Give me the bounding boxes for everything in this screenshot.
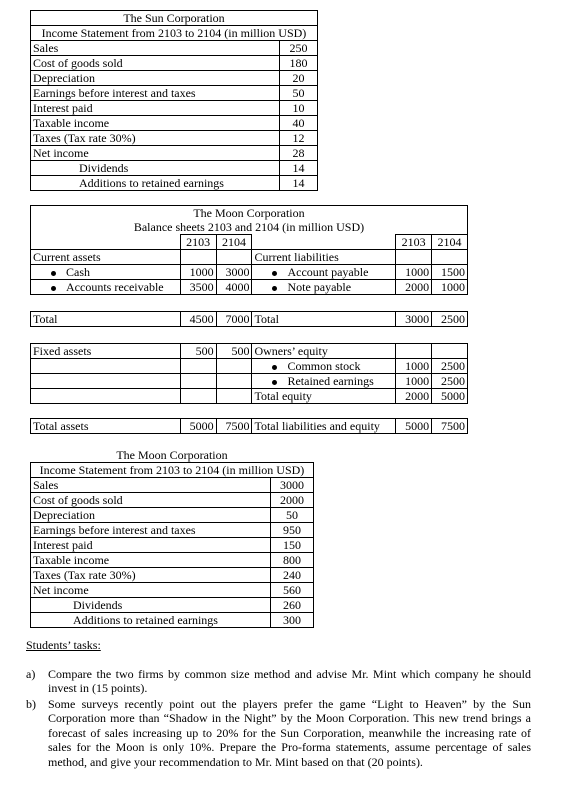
table-row bbox=[31, 176, 318, 191]
table-row bbox=[31, 312, 468, 327]
row-value: 7000 bbox=[216, 312, 252, 327]
table-row bbox=[31, 344, 468, 359]
row-value: 5000 bbox=[432, 389, 468, 404]
row-label: Note payable bbox=[287, 280, 352, 294]
row-value: 4000 bbox=[216, 280, 252, 295]
row-label: Total equity bbox=[252, 389, 396, 404]
row-value: 2500 bbox=[432, 359, 468, 374]
row-label: Cash bbox=[66, 265, 90, 279]
row-value: 150 bbox=[271, 538, 314, 553]
row-label: Additions to retained earnings bbox=[31, 613, 271, 628]
row-label: Accounts receivable bbox=[66, 280, 164, 294]
row-label: Account payable bbox=[287, 265, 369, 279]
row-value: 3500 bbox=[180, 280, 216, 295]
row-label: Sales bbox=[31, 41, 280, 56]
row-value: 12 bbox=[280, 131, 318, 146]
row-value: 3000 bbox=[271, 478, 314, 493]
row-value: 50 bbox=[280, 86, 318, 101]
row-value: 950 bbox=[271, 523, 314, 538]
table-subtitle: Income Statement from 2103 to 2104 (in million USD) bbox=[31, 463, 314, 478]
bullet-icon bbox=[51, 286, 56, 291]
table-row bbox=[31, 389, 468, 404]
row-label: Cost of goods sold bbox=[31, 56, 280, 71]
row-label: Taxable income bbox=[31, 553, 271, 568]
row-value: 250 bbox=[280, 41, 318, 56]
bullet-icon bbox=[272, 286, 277, 291]
table-row bbox=[31, 131, 318, 146]
year-header: 2104 bbox=[432, 235, 468, 250]
row-value: 5000 bbox=[180, 419, 216, 434]
section-label: Current liabilities bbox=[252, 250, 396, 265]
table-row bbox=[31, 56, 318, 71]
table-title: The Moon Corporation bbox=[116, 448, 228, 462]
row-value: 300 bbox=[271, 613, 314, 628]
row-value: 1000 bbox=[396, 265, 432, 280]
bullet-icon bbox=[51, 271, 56, 276]
row-label: Cost of goods sold bbox=[31, 493, 271, 508]
row-value: 5000 bbox=[396, 419, 432, 434]
table-row bbox=[31, 161, 318, 176]
row-label: Total assets bbox=[31, 419, 181, 434]
table-row bbox=[31, 523, 314, 538]
students-tasks bbox=[26, 638, 531, 770]
table-row bbox=[31, 280, 468, 295]
row-value: 40 bbox=[280, 116, 318, 131]
table-row bbox=[31, 553, 314, 568]
year-header: 2103 bbox=[180, 235, 216, 250]
row-label: Total liabilities and equity bbox=[252, 419, 396, 434]
task-text: Some surveys recently point out the players prefer the game “Light to Heaven” by the Sun Corporation more than “Shadow in the Night” by the Moon Corporation. This new trend brings a forecast of sales increasing up to 20% for the Sun Corporation, meanwhile the increasing rate of sales for the Moon is only 10%. Prepare the Pro-forma statements, assume percentage of sales method, and give your recommendation to Mr. Mint based on that (20 points). bbox=[48, 696, 531, 769]
row-value: 4500 bbox=[180, 312, 216, 327]
row-label: Depreciation bbox=[31, 71, 280, 86]
row-label: Interest paid bbox=[31, 101, 280, 116]
row-value: 10 bbox=[280, 101, 318, 116]
table-subtitle: Balance sheets 2103 and 2104 (in million USD) bbox=[31, 220, 468, 235]
table-row bbox=[31, 359, 468, 374]
row-label: Fixed assets bbox=[31, 344, 181, 359]
table-row bbox=[31, 493, 314, 508]
row-label: Net income bbox=[31, 146, 280, 161]
row-label: Interest paid bbox=[31, 538, 271, 553]
table-title: The Sun Corporation bbox=[31, 11, 318, 26]
row-value: 2500 bbox=[432, 312, 468, 327]
row-label: Taxes (Tax rate 30%) bbox=[31, 568, 271, 583]
moon-income-table bbox=[30, 448, 314, 628]
table-row bbox=[31, 478, 314, 493]
table-row bbox=[31, 101, 318, 116]
row-value: 500 bbox=[216, 344, 252, 359]
row-value: 1500 bbox=[432, 265, 468, 280]
bullet-icon bbox=[272, 271, 277, 276]
row-value: 3000 bbox=[396, 312, 432, 327]
bullet-icon bbox=[272, 365, 277, 370]
row-value: 2000 bbox=[396, 389, 432, 404]
task-text: Compare the two firms by common size method and advise Mr. Mint which company he should invest in (15 points). bbox=[48, 666, 531, 695]
table-row bbox=[31, 116, 318, 131]
row-value: 1000 bbox=[180, 265, 216, 280]
row-label: Taxable income bbox=[31, 116, 280, 131]
row-value: 1000 bbox=[396, 359, 432, 374]
row-label: Depreciation bbox=[31, 508, 271, 523]
row-label: Earnings before interest and taxes bbox=[31, 523, 271, 538]
row-value: 1000 bbox=[432, 280, 468, 295]
table-row bbox=[31, 71, 318, 86]
table-row bbox=[31, 265, 468, 280]
table-row bbox=[31, 419, 468, 434]
row-label: Net income bbox=[31, 583, 271, 598]
bullet-icon bbox=[272, 380, 277, 385]
row-value: 14 bbox=[280, 176, 318, 191]
table-title: The Moon Corporation bbox=[31, 206, 468, 221]
moon-balance-table bbox=[30, 205, 468, 434]
task-label: b) bbox=[26, 696, 36, 711]
table-row bbox=[31, 508, 314, 523]
row-value: 3000 bbox=[216, 265, 252, 280]
row-label: Dividends bbox=[31, 598, 271, 613]
task-item bbox=[26, 667, 531, 696]
row-label: Retained earnings bbox=[287, 374, 374, 388]
row-value: 260 bbox=[271, 598, 314, 613]
row-value: 180 bbox=[280, 56, 318, 71]
row-label: Earnings before interest and taxes bbox=[31, 86, 280, 101]
tasks-title: Students’ tasks: bbox=[26, 638, 101, 652]
year-header: 2104 bbox=[216, 235, 252, 250]
row-label: Dividends bbox=[31, 161, 280, 176]
table-row bbox=[31, 146, 318, 161]
row-label: Additions to retained earnings bbox=[31, 176, 280, 191]
row-value: 560 bbox=[271, 583, 314, 598]
row-value: 800 bbox=[271, 553, 314, 568]
row-value: 2000 bbox=[396, 280, 432, 295]
table-row bbox=[31, 538, 314, 553]
row-label: Total bbox=[252, 312, 396, 327]
sun-income-table bbox=[30, 10, 318, 191]
table-row bbox=[31, 613, 314, 628]
row-value: 500 bbox=[180, 344, 216, 359]
row-value: 14 bbox=[280, 161, 318, 176]
year-header: 2103 bbox=[396, 235, 432, 250]
table-row bbox=[31, 41, 318, 56]
row-value: 7500 bbox=[216, 419, 252, 434]
row-value: 50 bbox=[271, 508, 314, 523]
table-row bbox=[31, 86, 318, 101]
row-value: 7500 bbox=[432, 419, 468, 434]
row-label: Taxes (Tax rate 30%) bbox=[31, 131, 280, 146]
row-value: 20 bbox=[280, 71, 318, 86]
task-item bbox=[26, 697, 531, 770]
row-value: 1000 bbox=[396, 374, 432, 389]
row-label: Common stock bbox=[287, 359, 361, 373]
section-label: Current assets bbox=[31, 250, 181, 265]
table-row bbox=[31, 568, 314, 583]
row-label: Sales bbox=[31, 478, 271, 493]
table-row bbox=[31, 598, 314, 613]
row-value: 2000 bbox=[271, 493, 314, 508]
table-subtitle: Income Statement from 2103 to 2104 (in million USD) bbox=[31, 26, 318, 41]
section-label: Owners’ equity bbox=[252, 344, 396, 359]
row-value: 240 bbox=[271, 568, 314, 583]
table-row bbox=[31, 583, 314, 598]
task-label: a) bbox=[26, 666, 36, 681]
table-row bbox=[31, 374, 468, 389]
row-label: Total bbox=[31, 312, 181, 327]
row-value: 28 bbox=[280, 146, 318, 161]
row-value: 2500 bbox=[432, 374, 468, 389]
